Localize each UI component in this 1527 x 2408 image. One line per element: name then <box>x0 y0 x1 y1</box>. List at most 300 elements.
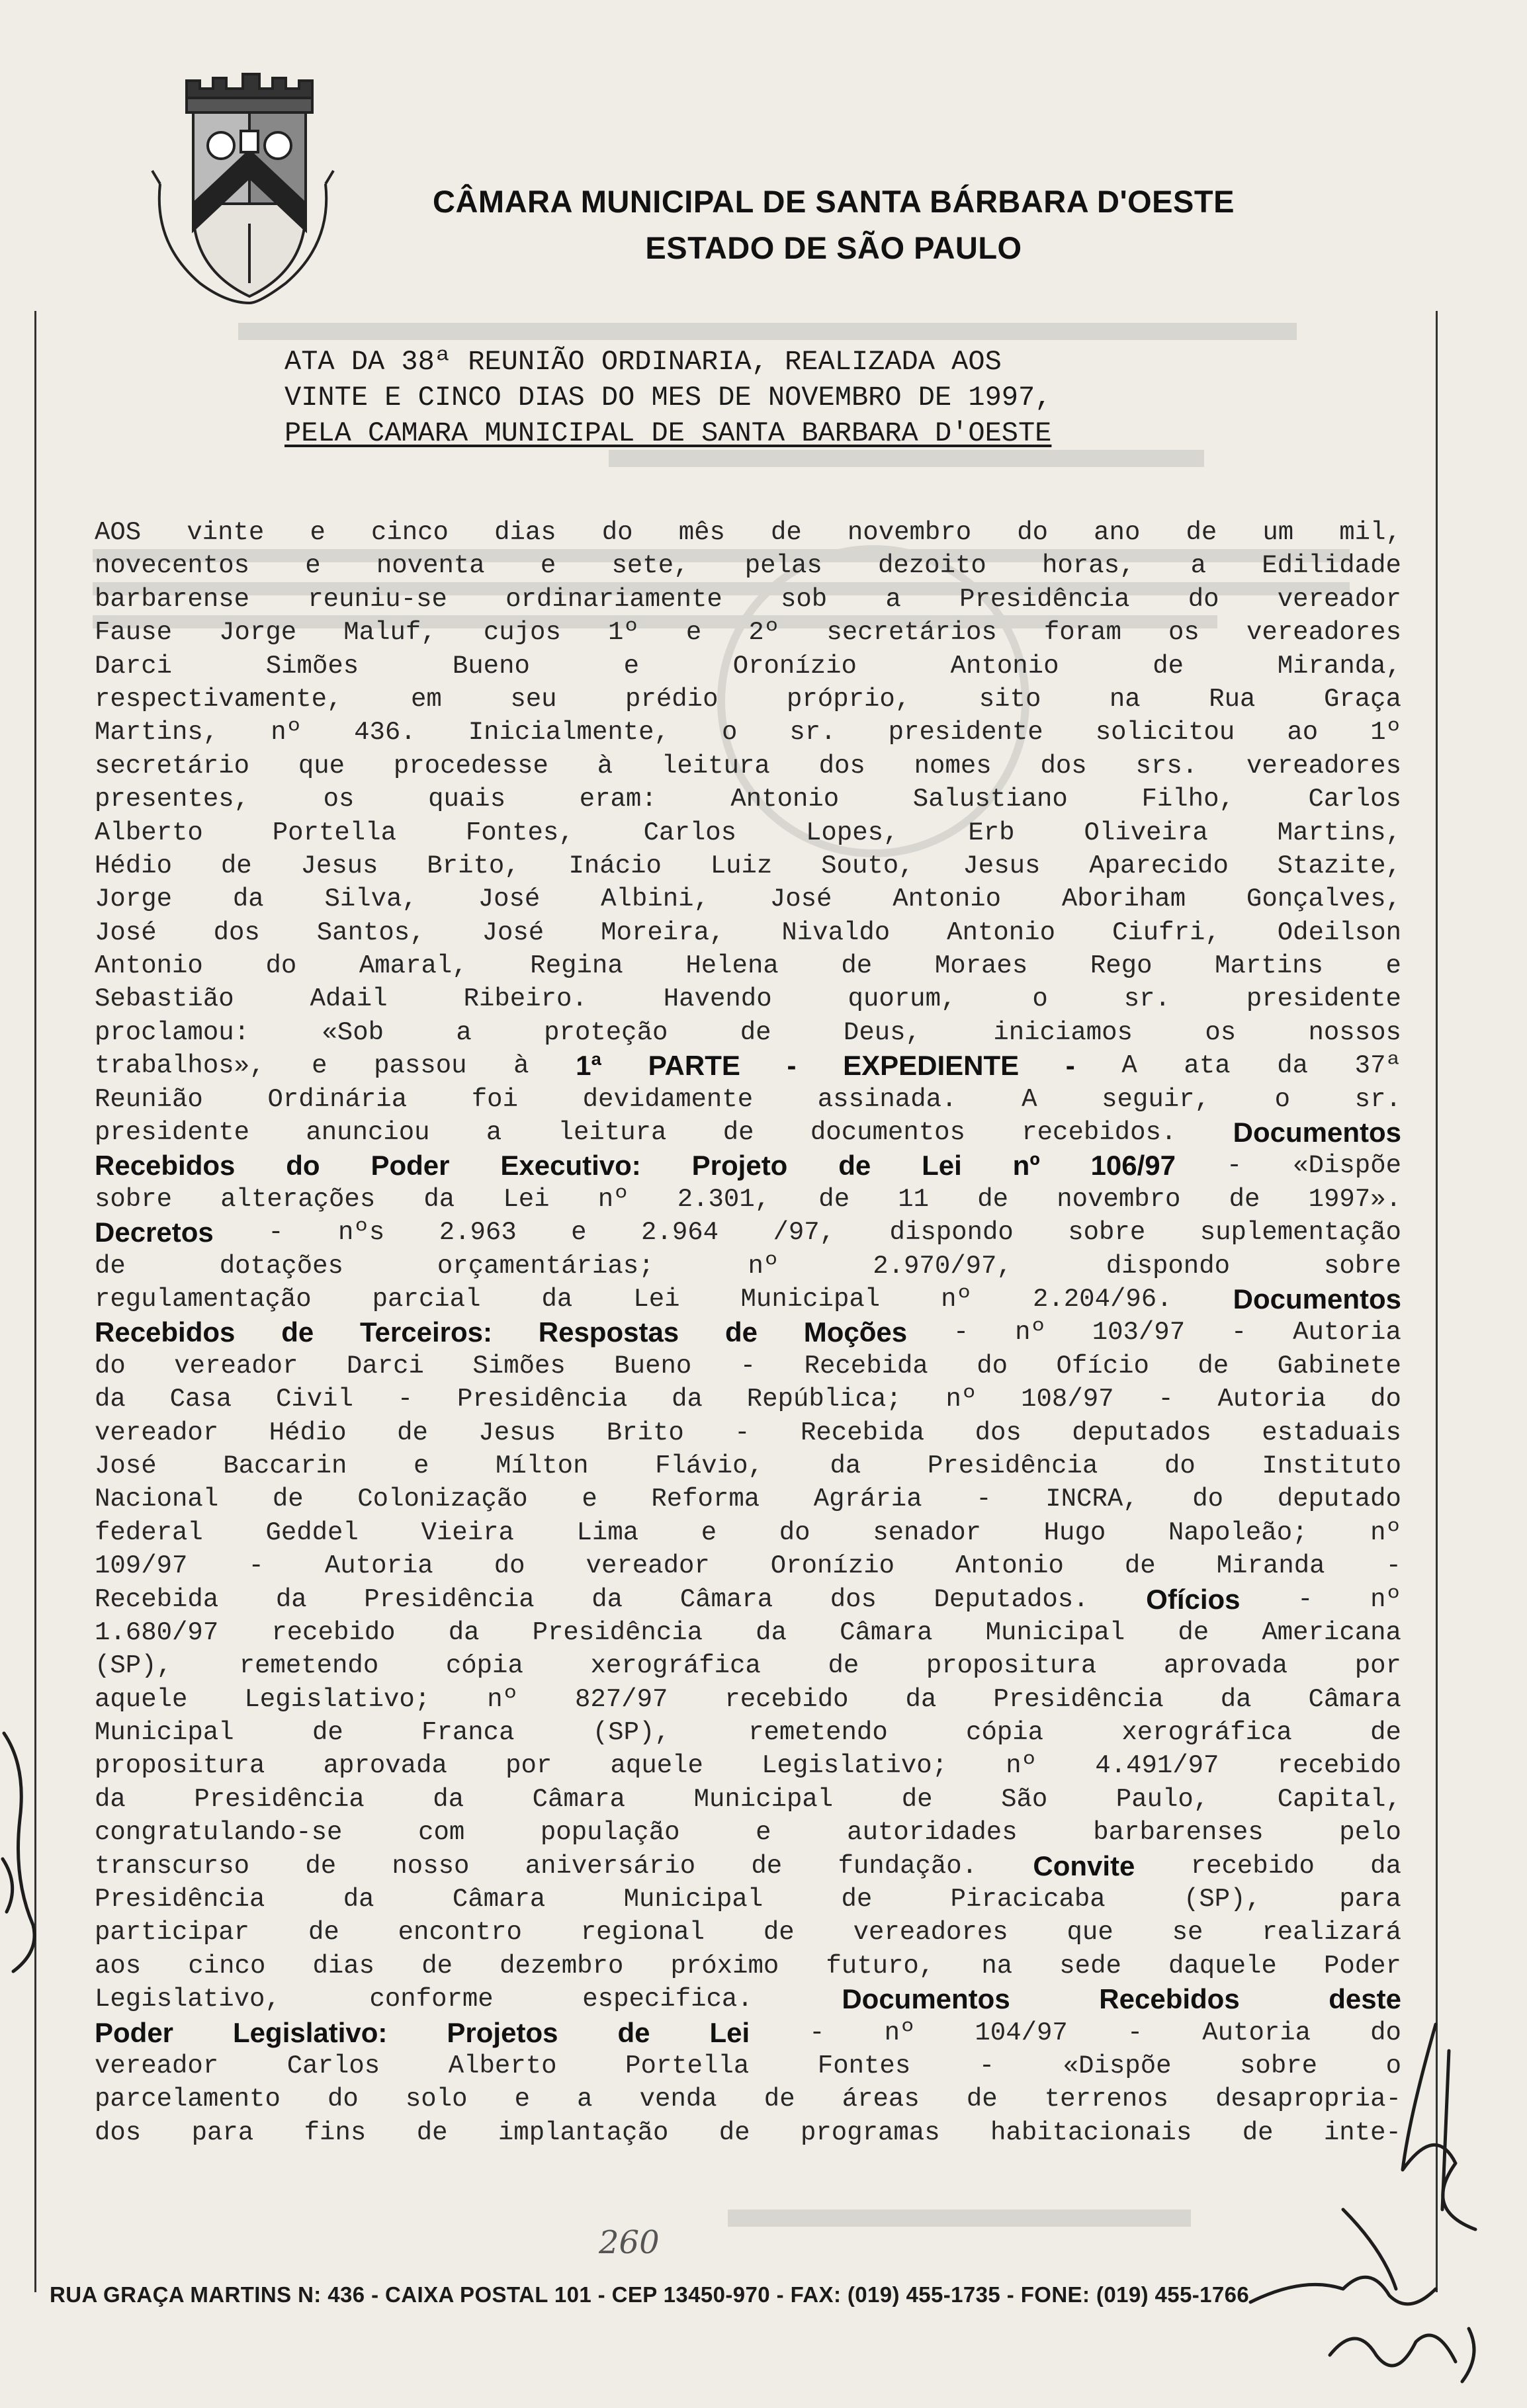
word: Fontes, <box>465 818 574 847</box>
word: Salustiano <box>912 785 1068 814</box>
word: parcial <box>372 1284 481 1314</box>
word: terrenos <box>1044 2085 1169 2114</box>
word: Lima <box>576 1518 639 1547</box>
word: recebido <box>1190 1851 1315 1881</box>
word: de <box>977 1184 1009 1214</box>
word: 2º <box>748 618 780 648</box>
word: vinte <box>187 518 265 547</box>
word: Recebida <box>95 1584 219 1614</box>
word: Napoleão; <box>1168 1518 1308 1547</box>
text-line <box>95 1350 1401 1383</box>
word: venda <box>639 2085 717 2114</box>
bold-word: Poder <box>371 1150 450 1182</box>
word: de <box>1198 1351 1229 1381</box>
word: dos <box>830 1584 877 1614</box>
word: que <box>298 751 345 781</box>
word: sede <box>1059 1951 1121 1981</box>
word: do <box>977 1351 1008 1381</box>
word: da <box>275 1584 307 1614</box>
word: aos <box>95 1951 142 1981</box>
word: - <box>1297 1584 1313 1614</box>
bold-word: de <box>838 1150 871 1182</box>
handwritten-page-number: 260 <box>599 2224 660 2261</box>
word: barbarenses <box>1093 1818 1264 1848</box>
word: «Dispõe <box>1063 2051 1172 2081</box>
word: fins <box>304 2118 367 2147</box>
word: Portella <box>625 2051 750 2081</box>
word: por <box>1354 1651 1401 1681</box>
bold-word: 1ª <box>576 1050 602 1082</box>
text-line <box>95 1250 1401 1283</box>
text-line <box>95 683 1401 716</box>
word: respectivamente, <box>95 684 343 714</box>
word: do <box>95 1351 126 1381</box>
word: secretário <box>95 751 250 781</box>
word: e <box>305 551 321 581</box>
word: de <box>818 1184 850 1214</box>
word: aquele <box>95 1684 188 1714</box>
word: dotações <box>219 1251 343 1281</box>
word: Martins, <box>95 718 219 748</box>
word: de <box>220 851 252 881</box>
word: Agrária <box>813 1484 922 1514</box>
word: Bueno <box>452 651 530 681</box>
word: 436. <box>354 718 416 748</box>
word: proclamou: <box>95 1017 250 1047</box>
word: nº <box>271 718 302 748</box>
bold-word: Recebidos <box>1099 1983 1240 2015</box>
word: próximo <box>670 1951 779 1981</box>
word: Lei <box>503 1184 550 1214</box>
word: Deputados. <box>934 1584 1089 1614</box>
word: Aparecido <box>1089 851 1229 881</box>
word: - <box>397 1385 414 1414</box>
word: recebido <box>1277 1751 1401 1781</box>
right-margin-rule <box>1436 311 1438 2292</box>
word: da <box>541 1284 573 1314</box>
word: para <box>1339 1885 1401 1914</box>
word: de <box>308 1918 339 1948</box>
word: vereador <box>586 1551 710 1581</box>
municipal-crest-icon <box>147 71 339 310</box>
word: Alberto <box>95 818 203 847</box>
word: Luiz <box>710 851 773 881</box>
word: Municipal <box>623 1885 764 1914</box>
word: - <box>734 1418 750 1447</box>
word: 4.491/97 <box>1095 1751 1219 1781</box>
word: dezoito <box>877 551 986 581</box>
bold-word: Respostas <box>538 1316 679 1348</box>
word: Gonçalves, <box>1246 884 1401 914</box>
word: Moraes <box>934 951 1028 981</box>
text-line <box>95 1549 1401 1582</box>
text-line <box>95 1083 1401 1116</box>
bold-word: nº <box>1012 1150 1040 1182</box>
word: Antonio <box>893 884 1002 914</box>
word: sobre <box>1323 1251 1401 1281</box>
word: o <box>1385 2051 1401 2081</box>
text-line <box>95 1183 1401 1216</box>
word: especifica. <box>582 1985 753 2014</box>
word: nº <box>884 2018 916 2047</box>
word: Jorge <box>95 884 173 914</box>
word: sr. <box>1123 984 1170 1014</box>
word: se <box>1172 1918 1203 1948</box>
word: Presidência <box>457 1385 628 1414</box>
word: e <box>756 1818 771 1848</box>
word: Antonio <box>950 651 1059 681</box>
word: da <box>756 1617 787 1647</box>
word: os <box>1168 618 1200 648</box>
word: vereadores <box>1246 618 1401 648</box>
word: nº <box>597 1184 629 1214</box>
word: e <box>1385 951 1401 981</box>
word: cinco <box>371 518 449 547</box>
word: prédio <box>625 684 719 714</box>
word: da <box>1220 1684 1252 1714</box>
word: (SP), <box>95 1651 173 1681</box>
word: Colonização <box>357 1484 528 1514</box>
word: Jorge <box>219 618 297 648</box>
word: suplementação <box>1200 1218 1401 1248</box>
word: dias <box>312 1951 375 1981</box>
word: nº <box>1370 1518 1401 1547</box>
word: aquele <box>610 1751 703 1781</box>
text-line <box>95 1416 1401 1449</box>
word: horas, <box>1042 551 1135 581</box>
word: trabalhos», <box>95 1051 265 1081</box>
word: Capital, <box>1277 1784 1401 1814</box>
word: do <box>494 1551 525 1581</box>
word: seu <box>510 684 557 714</box>
word: da <box>423 1184 455 1214</box>
word: e <box>312 1051 327 1081</box>
word: - <box>1127 2018 1143 2047</box>
word: - <box>1231 1318 1247 1348</box>
word: pelo <box>1339 1818 1401 1848</box>
word: Hugo <box>1043 1518 1106 1547</box>
text-line <box>95 2016 1401 2049</box>
word: Carlos <box>1308 785 1401 814</box>
word: de <box>751 1851 783 1881</box>
word: cópia <box>966 1718 1044 1748</box>
word: por <box>505 1751 552 1781</box>
word: São <box>1001 1784 1048 1814</box>
word: cinco <box>188 1951 266 1981</box>
word: do <box>1164 1451 1196 1481</box>
word: do <box>1370 1385 1401 1414</box>
text-line <box>95 982 1401 1015</box>
word: o <box>1274 1084 1291 1114</box>
word: 2.964 <box>641 1218 719 1248</box>
word: Antonio <box>947 918 1055 947</box>
word: 103/97 <box>1092 1318 1186 1348</box>
word: habitacionais <box>990 2118 1192 2147</box>
word: Silva, <box>324 884 417 914</box>
text-line <box>95 2116 1401 2149</box>
title-line: ATA DA 38ª REUNIÃO ORDINARIA, REALIZADA AOS <box>284 346 1002 378</box>
bold-word: 106/97 <box>1090 1150 1176 1182</box>
word: Civil <box>275 1385 353 1414</box>
word: a <box>885 584 901 614</box>
word: da <box>905 1684 937 1714</box>
word: e <box>571 1218 587 1248</box>
word: Inicialmente, <box>468 718 670 748</box>
word: sob <box>781 584 828 614</box>
word: quorum, <box>848 984 957 1014</box>
word: procedesse <box>393 751 548 781</box>
word: Jesus <box>478 1418 556 1447</box>
word: o <box>1032 984 1048 1014</box>
word: Municipal <box>740 1284 881 1314</box>
word: Amaral, <box>359 951 468 981</box>
word: os <box>323 785 355 814</box>
word: de <box>397 1418 428 1447</box>
word: 1997». <box>1308 1184 1401 1214</box>
word: do <box>1188 584 1219 614</box>
bold-word: Convite <box>1033 1850 1135 1881</box>
word: os <box>1205 1017 1237 1047</box>
word: anunciou <box>306 1118 430 1148</box>
word: de <box>1186 518 1217 547</box>
word: participar <box>95 1918 250 1948</box>
word: Presidência <box>364 1584 535 1614</box>
word: nº <box>1015 1318 1046 1348</box>
bold-word: Projetos <box>447 2016 558 2048</box>
word: autoridades <box>847 1818 1018 1848</box>
bold-word: Recebidos <box>95 1316 236 1348</box>
word: à <box>597 751 613 781</box>
word: - <box>1226 1151 1243 1181</box>
word: remetendo <box>748 1718 888 1748</box>
word: Recebida <box>800 1418 925 1447</box>
word: e <box>414 1451 429 1481</box>
text-line <box>95 549 1401 582</box>
left-margin-rule <box>34 311 36 2292</box>
text-line <box>95 1716 1401 1749</box>
word: Ribeiro. <box>463 984 588 1014</box>
word: com <box>418 1818 465 1848</box>
word: /97, <box>773 1218 836 1248</box>
text-line <box>95 1850 1401 1883</box>
word: de <box>901 1784 933 1814</box>
word: Miranda <box>1216 1551 1325 1581</box>
word: ordinariamente <box>505 584 722 614</box>
word: Oronízio <box>732 651 857 681</box>
word: quais <box>428 785 506 814</box>
word: Baccarin <box>223 1451 347 1481</box>
word: INCRA, <box>1045 1484 1139 1514</box>
word: José <box>95 1451 157 1481</box>
word: de <box>1153 651 1184 681</box>
word: - <box>976 1484 992 1514</box>
word: do <box>779 1518 810 1547</box>
word: José <box>482 918 545 947</box>
word: Carlos <box>286 2051 380 2081</box>
word: do <box>327 2085 359 2114</box>
word: Erb <box>968 818 1015 847</box>
word: desapropria- <box>1215 2085 1401 2114</box>
word: cujos <box>483 618 561 648</box>
word: novembro <box>847 518 972 547</box>
text-line <box>95 882 1401 916</box>
word: regulamentação <box>95 1284 312 1314</box>
text-line <box>95 716 1401 749</box>
word: e <box>685 618 702 648</box>
word: Odeilson <box>1277 918 1401 947</box>
word: de <box>764 2085 795 2114</box>
text-line <box>95 1116 1401 1149</box>
word: da <box>1370 1851 1401 1881</box>
text-line <box>95 650 1401 683</box>
word: Piracicaba <box>950 1885 1106 1914</box>
word: Edilidade <box>1262 551 1401 581</box>
word: nº <box>487 1684 519 1714</box>
word: Santos, <box>316 918 425 947</box>
word: Brito <box>606 1418 684 1447</box>
word: nº <box>748 1251 779 1281</box>
word: Reunião <box>95 1084 203 1114</box>
word: Instituto <box>1262 1451 1401 1481</box>
word: congratulando-se <box>95 1818 343 1848</box>
word: 2.204/96. <box>1032 1284 1172 1314</box>
word: próprio, <box>787 684 911 714</box>
word: nº <box>945 1385 977 1414</box>
word: Câmara <box>1308 1684 1401 1714</box>
word: vereadores <box>853 1918 1008 1948</box>
right-margin-signature <box>1237 2011 1522 2408</box>
word: Fontes <box>817 2051 911 2081</box>
word: nº <box>1370 1584 1401 1614</box>
word: de <box>1178 1617 1209 1647</box>
word: nomes <box>914 751 992 781</box>
word: da <box>591 1584 623 1614</box>
word: do <box>265 951 297 981</box>
title-line: PELA CAMARA MUNICIPAL DE SANTA BARBARA D'OESTE <box>284 417 1052 449</box>
word: assinada. <box>817 1084 957 1114</box>
word: Antonio <box>955 1551 1064 1581</box>
word: dezembro <box>500 1951 624 1981</box>
word: Carlos <box>643 818 737 847</box>
word: fundação. <box>838 1851 978 1881</box>
word: nº <box>1006 1751 1037 1781</box>
word: Darci <box>95 651 173 681</box>
word: deputados <box>1072 1418 1211 1447</box>
word: A <box>1121 1051 1137 1081</box>
word: de <box>763 1918 795 1948</box>
bold-word: de <box>617 2016 650 2048</box>
word: ao <box>1287 718 1319 748</box>
word: - <box>1158 1385 1174 1414</box>
word: programas <box>800 2118 940 2147</box>
bold-word: Terceiros: <box>359 1316 492 1348</box>
word: Geddel <box>265 1518 359 1547</box>
title-line: VINTE E CINCO DIAS DO MES DE NOVEMBRO DE 1997, <box>284 382 1052 413</box>
bold-word: Legislativo: <box>233 2016 388 2048</box>
word: na <box>981 1951 1013 1981</box>
word: - <box>268 1218 284 1248</box>
bold-word: Moções <box>803 1316 908 1348</box>
word: presidente <box>888 718 1043 748</box>
word: xerográfica <box>590 1651 761 1681</box>
word: e <box>623 651 640 681</box>
word: 2.963 <box>439 1218 517 1248</box>
word: nºs <box>338 1218 385 1248</box>
word: a <box>456 1017 472 1047</box>
word: Oronízio <box>770 1551 895 1581</box>
word: Franca <box>421 1718 515 1748</box>
word: Simões <box>472 1351 566 1381</box>
word: implantação <box>498 2118 669 2147</box>
word: Autoria <box>324 1551 433 1581</box>
word: de <box>1242 2118 1274 2147</box>
word: Sebastião <box>95 984 234 1014</box>
word: leitura <box>558 1118 667 1148</box>
word: Municipal <box>95 1718 234 1748</box>
word: barbarense <box>95 584 250 614</box>
word: parcelamento <box>95 2085 281 2114</box>
word: de <box>828 1651 859 1681</box>
text-line <box>95 1950 1401 1983</box>
word: 2.970/97, <box>873 1251 1012 1281</box>
bold-word: Documentos <box>842 1983 1010 2015</box>
bold-word: de <box>281 1316 314 1348</box>
word: Presidência <box>532 1617 703 1647</box>
word: da <box>95 1784 126 1814</box>
word: ano <box>1094 518 1141 547</box>
word: 37ª <box>1354 1051 1401 1081</box>
word: Portella <box>272 818 396 847</box>
word: foi <box>471 1084 518 1114</box>
word: Fause <box>95 618 173 648</box>
word: Moreira, <box>601 918 725 947</box>
word: Souto, <box>821 851 914 881</box>
word: Hédio <box>269 1418 347 1447</box>
word: A <box>1022 1084 1037 1114</box>
word: presidente <box>95 1118 250 1148</box>
word: sobre <box>1068 1218 1146 1248</box>
word: presidente <box>1246 984 1401 1014</box>
word: da <box>95 1385 126 1414</box>
word: Ofício <box>1056 1351 1149 1381</box>
bold-word: Recebidos <box>95 1150 236 1182</box>
footer-address: RUA GRAÇA MARTINS N: 436 - CAIXA POSTAL 101 - CEP 13450-970 - FAX: (019) 455-1735 - FONE: (019) 455-1766 <box>50 2282 1250 2307</box>
word: Jesus <box>300 851 378 881</box>
word: Municipal <box>985 1617 1125 1647</box>
word: iniciamos <box>993 1017 1133 1047</box>
word: Câmara <box>840 1617 933 1647</box>
word: Municipal <box>693 1784 834 1814</box>
word: do <box>1192 1484 1224 1514</box>
word: dispondo <box>889 1218 1014 1248</box>
bold-word: Ofícios <box>1146 1583 1241 1615</box>
word: 827/97 <box>574 1684 668 1714</box>
word: de <box>841 951 873 981</box>
text-line <box>95 1149 1401 1182</box>
word: dispondo <box>1106 1251 1230 1281</box>
word: Presidência <box>95 1885 265 1914</box>
word: do <box>601 518 633 547</box>
word: sobre <box>1240 2051 1318 2081</box>
word: Hédio <box>95 851 173 881</box>
word: nº <box>941 1284 972 1314</box>
word: e <box>540 551 556 581</box>
word: 1.680/97 <box>95 1617 219 1647</box>
word: um <box>1262 518 1294 547</box>
word: Gabinete <box>1277 1351 1401 1381</box>
text-line <box>95 1749 1401 1782</box>
word: novembro <box>1057 1184 1181 1214</box>
